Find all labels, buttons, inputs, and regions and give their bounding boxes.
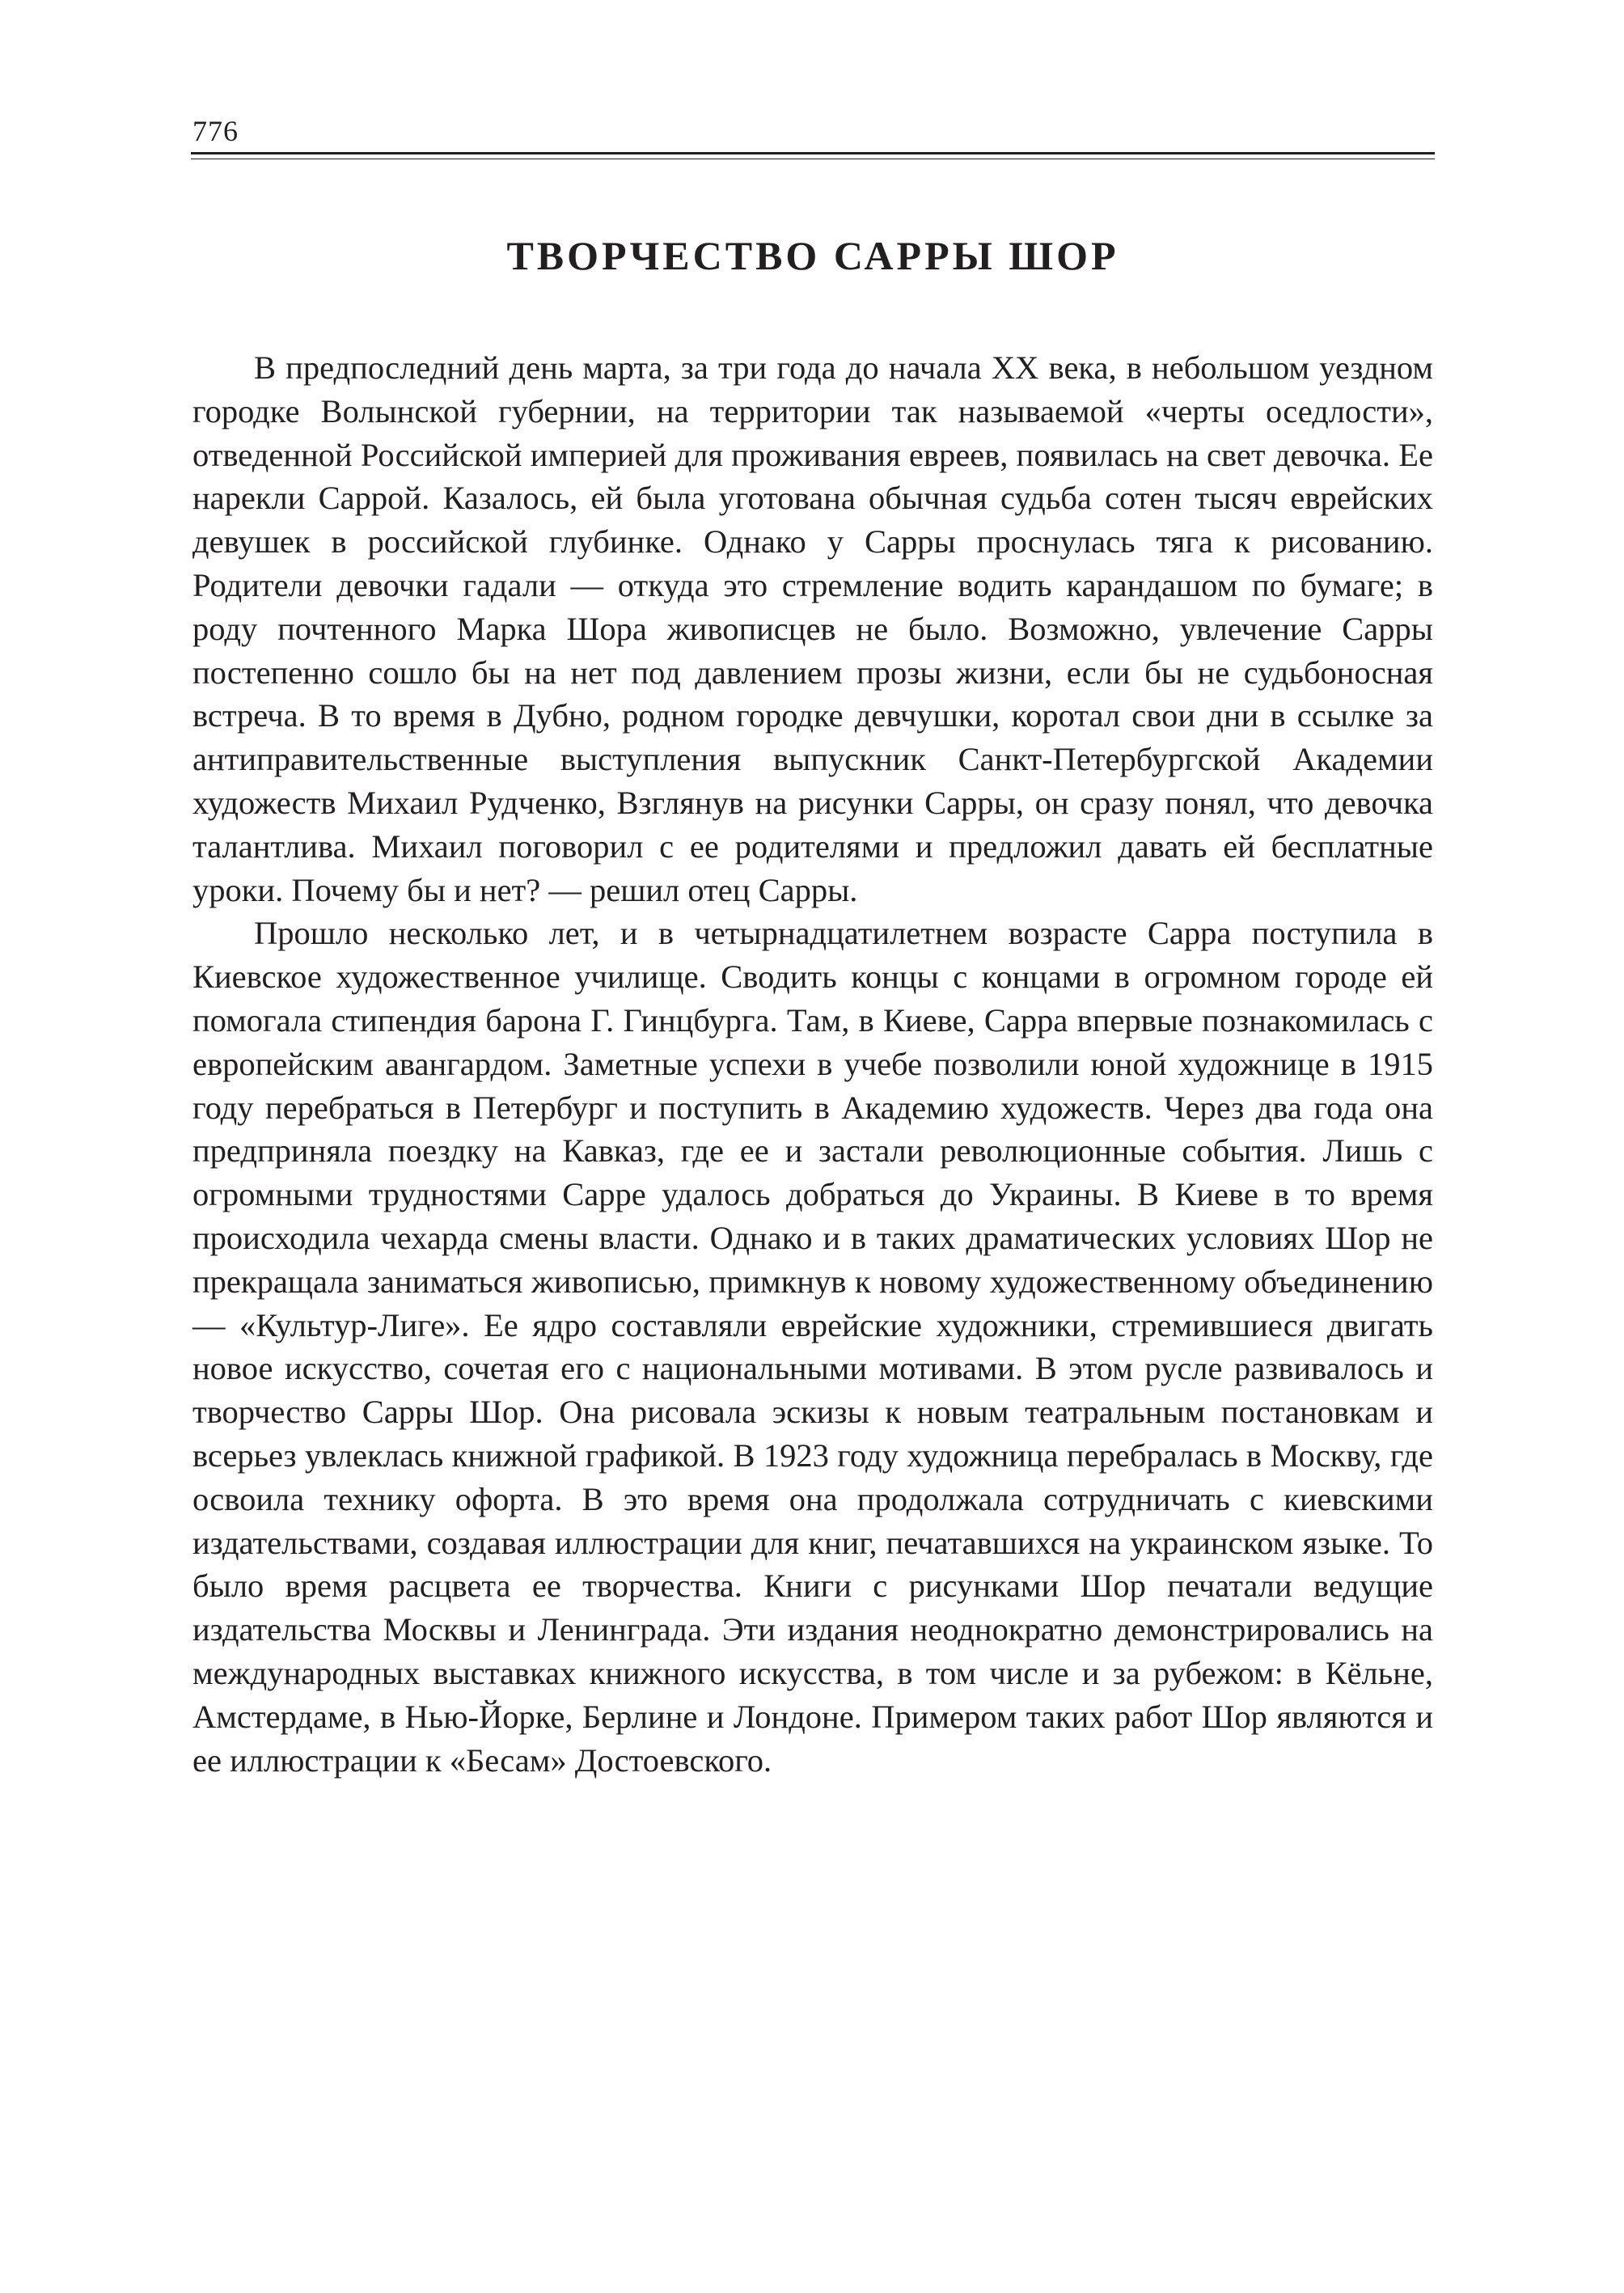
header-rule: [191, 152, 1435, 154]
paragraph-1: В предпоследний день марта, за три года до начала XX века, в небольшом уездном городке Волынской губернии, на территории так называемой «черты оседлости», отведенной Российской империей для проживания евреев, появилась на свет девочка. Ее нарекли Саррой. Казалось, ей была уготована обычная судьба сотен тысяч еврейских девушек в российской глубинке. Однако у Сарры проснулась тяга к рисованию. Родители девочки гадали — откуда это стремление водить карандашом по бумаге; в роду почтенного Марка Шора живописцев не было. Возможно, увлечение Сарры постепенно сошло бы на нет под давлением прозы жизни, если бы не судьбоносная встреча. В то время в Дубно, родном городке девчушки, коротал свои дни в ссылке за антиправительственные выступления выпускник Санкт-Петербургской Академии художеств Михаил Рудченко, Взглянув на рисунки Сарры, он сразу понял, что девочка талантлива. Михаил поговорил с ее родителями и предложил давать ей бесплатные уроки. Почему бы и нет? — решил отец Сарры.: [192, 349, 1433, 908]
paragraph-2: Прошло несколько лет, и в четырнадцатилетнем возрасте Сарра поступила в Киевское художественное училище. Сводить концы с концами в огромном городе ей помогала стипендия барона Г. Гинцбурга. Там, в Киеве, Сарра впервые познакомилась с европейским авангардом. Заметные успехи в учебе позволили юной художнице в 1915 году перебраться в Петербург и поступить в Академию художеств. Через два года она предприняла поездку на Кавказ, где ее и застали революционные события. Лишь с огромными трудностями Сарре удалось добраться до Украины. В Киеве в то время происходила чехарда смены власти. Однако и в таких драматических условиях Шор не прекращала заниматься живописью, примкнув к новому художественному объединению — «Культур-Лиге». Ее ядро составляли еврейские художники, стремившиеся двигать новое искусство, сочетая его с национальными мотивами. В этом русле развивалось и творчество Сарры Шор. Она рисовала эскизы к новым театральным постановкам и всерьез увлеклась книжной графикой. В 1923 году художница перебралась в Москву, где освоила технику офорта. В это время она продолжала сотрудничать с киевскими издательствами, создавая иллюстрации для книг, печатавшихся на украинском языке. То было время расцвета ее творчества. Книги с рисунками Шор печатали ведущие издательства Москвы и Ленинграда. Эти издания неоднократно демонстрировались на международных выставках книжного искусства, в том числе и за рубежом: в Кёльне, Амстердаме, в Нью-Йорке, Берлине и Лондоне. Примером таких работ Шор являются и ее иллюстрации к «Бесам» Достоевского.: [192, 915, 1433, 1779]
chapter-body: [192, 346, 1433, 1782]
chapter-title: ТВОРЧЕСТВО САРРЫ ШОР: [506, 233, 1119, 278]
page-number: 776: [192, 115, 239, 147]
